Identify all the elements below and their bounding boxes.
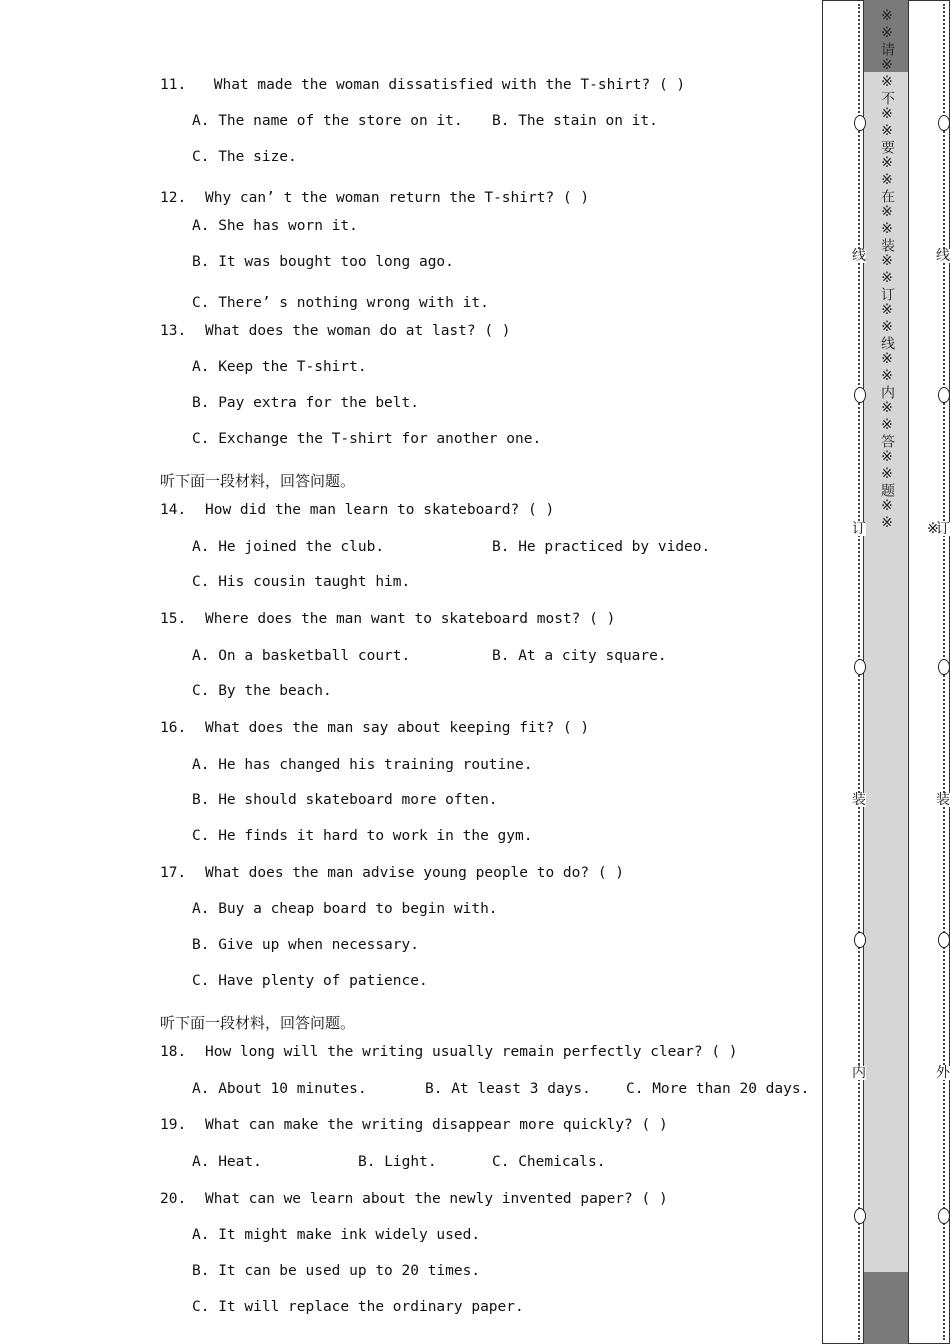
warning-strip-bottom-block	[864, 1272, 908, 1344]
option-17a: A. Buy a cheap board to begin with.	[192, 901, 498, 917]
option-17c: C. Have plenty of patience.	[192, 973, 428, 989]
option-14a: A. He joined the club.	[192, 539, 385, 555]
question-text: How long will the writing usually remain perfectly clear? ( )	[205, 1044, 738, 1060]
question-text: What does the woman do at last? ( )	[205, 323, 511, 339]
question-number: 17.	[160, 865, 187, 881]
question-13	[160, 322, 511, 340]
question-number: 16.	[160, 720, 187, 736]
question-number: 13.	[160, 323, 187, 339]
binding-label-fold: 装	[852, 792, 866, 808]
option-20a: A. It might make ink widely used.	[192, 1227, 481, 1243]
binding-hole-circle	[938, 659, 950, 675]
question-text: How did the man learn to skateboard? ( )	[205, 502, 555, 518]
binding-label-outside: 外	[936, 1065, 950, 1081]
option-11c: C. The size.	[192, 149, 297, 165]
question-text: What can we learn about the newly invented paper? ( )	[205, 1191, 668, 1207]
option-18b: B. At least 3 days.	[425, 1081, 591, 1097]
question-number: 14.	[160, 502, 187, 518]
binding-hole-circle	[938, 387, 950, 403]
option-16a: A. He has changed his training routine.	[192, 757, 533, 773]
binding-hole-circle	[938, 115, 950, 131]
option-15b: B. At a city square.	[492, 648, 667, 664]
option-18c: C. More than 20 days.	[626, 1081, 810, 1097]
option-12c: C. There’ s nothing wrong with it.	[192, 295, 489, 311]
option-18a: A. About 10 minutes.	[192, 1081, 367, 1097]
question-12	[160, 189, 589, 207]
question-number: 18.	[160, 1044, 187, 1060]
question-text: What can make the writing disappear more quickly? ( )	[205, 1117, 668, 1133]
binding-label-bind: 订	[852, 521, 866, 537]
option-19b: B. Light.	[358, 1154, 437, 1170]
question-number: 12.	[160, 190, 187, 206]
question-18	[160, 1043, 738, 1061]
question-number: 15.	[160, 611, 187, 627]
binding-label-line: 线	[852, 248, 866, 264]
binding-hole-circle	[854, 387, 866, 403]
option-15c: C. By the beach.	[192, 683, 332, 699]
binding-hole-circle	[938, 932, 950, 948]
binding-hole-circle	[854, 115, 866, 131]
section-instruction: 听下面一段材料，回答问题。	[160, 1014, 356, 1032]
question-19	[160, 1116, 668, 1134]
binding-label-line: 线	[936, 248, 950, 264]
option-11b: B. The stain on it.	[492, 113, 658, 129]
question-11	[160, 76, 685, 94]
question-text: What made the woman dissatisfied with the T-shirt? ( )	[205, 77, 686, 93]
option-19a: A. Heat.	[192, 1154, 262, 1170]
option-14b: B. He practiced by video.	[492, 539, 711, 555]
question-14	[160, 501, 554, 519]
question-text: What does the man advise young people to do? ( )	[205, 865, 625, 881]
binding-hole-circle	[854, 1208, 866, 1224]
option-16c: C. He finds it hard to work in the gym.	[192, 828, 533, 844]
question-text: What does the man say about keeping fit? ( )	[205, 720, 590, 736]
binding-hole-circle	[938, 1208, 950, 1224]
binding-warning-text: ※※请※※不※※要※※在※※装※※订※※线※※内※※答※※题※※	[879, 8, 895, 532]
option-20c: C. It will replace the ordinary paper.	[192, 1299, 524, 1315]
option-13b: B. Pay extra for the belt.	[192, 395, 419, 411]
option-13a: A. Keep the T-shirt.	[192, 359, 367, 375]
question-text: Where does the man want to skateboard most? ( )	[205, 611, 616, 627]
section-instruction: 听下面一段材料，回答问题。	[160, 472, 356, 490]
question-15	[160, 610, 615, 628]
option-14c: C. His cousin taught him.	[192, 574, 411, 590]
binding-label-inside: 内	[852, 1065, 866, 1081]
option-20b: B. It can be used up to 20 times.	[192, 1263, 481, 1279]
option-12b: B. It was bought too long ago.	[192, 254, 454, 270]
question-text: Why can’ t the woman return the T-shirt? ( )	[205, 190, 590, 206]
option-15a: A. On a basketball court.	[192, 648, 411, 664]
question-17	[160, 864, 624, 882]
binding-hole-circle	[854, 932, 866, 948]
binding-label-fold: 装	[936, 792, 950, 808]
option-12a: A. She has worn it.	[192, 218, 358, 234]
option-19c: C. Chemicals.	[492, 1154, 606, 1170]
binding-mark: ※	[927, 521, 939, 537]
binding-label-bind: 订	[936, 521, 950, 537]
option-17b: B. Give up when necessary.	[192, 937, 419, 953]
binding-hole-circle	[854, 659, 866, 675]
question-number: 19.	[160, 1117, 187, 1133]
option-16b: B. He should skateboard more often.	[192, 792, 498, 808]
question-number: 11.	[160, 77, 187, 93]
option-13c: C. Exchange the T-shirt for another one.	[192, 431, 542, 447]
question-number: 20.	[160, 1191, 187, 1207]
question-16	[160, 719, 589, 737]
question-20	[160, 1190, 668, 1208]
option-11a: A. The name of the store on it.	[192, 113, 463, 129]
